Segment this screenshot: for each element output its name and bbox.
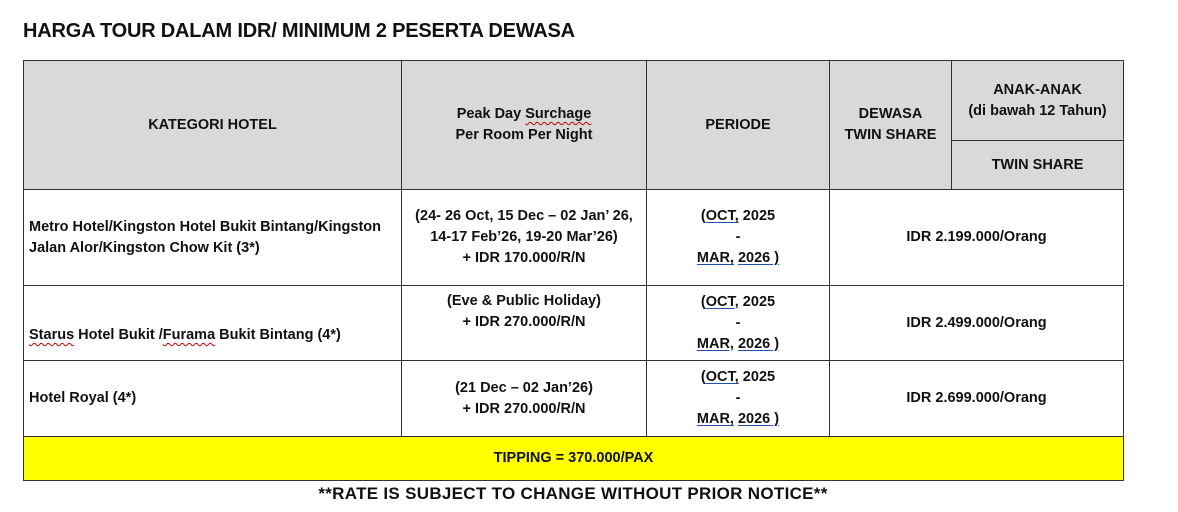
page-title: HARGA TOUR DALAM IDR/ MINIMUM 2 PESERTA DEWASA [23, 20, 575, 42]
surcharge-cell: (21 Dec – 02 Jan’26) + IDR 270.000/R/N [402, 361, 647, 437]
header-peak-day-surcharge: Peak Day Surchage Per Room Per Night [402, 61, 647, 190]
header-anak-anak: ANAK-ANAK (di bawah 12 Tahun) [952, 61, 1124, 141]
header-kategori-hotel: KATEGORI HOTEL [24, 61, 402, 190]
price-cell: IDR 2.199.000/Orang [830, 190, 1124, 286]
surcharge-cell: (24- 26 Oct, 15 Dec – 02 Jan’ 26, 14-17 Feb’26, 19-20 Mar’26) + IDR 170.000/R/N [402, 190, 647, 286]
hotel-category-cell: Metro Hotel/Kingston Hotel Bukit Bintang/Kingston Jalan Alor/Kingston Chow Kit (3*) [24, 190, 402, 286]
period-cell: (OCT, 2025 - MAR, 2026 ) [647, 286, 830, 361]
table-row [24, 190, 1124, 286]
period-cell: (OCT, 2025 - MAR, 2026 ) [647, 190, 830, 286]
header-periode: PERIODE [647, 61, 830, 190]
header-dewasa-twin-share: DEWASA TWIN SHARE [830, 61, 952, 190]
price-cell: IDR 2.699.000/Orang [830, 361, 1124, 437]
tipping-banner: TIPPING = 370.000/PAX [24, 437, 1124, 481]
rate-change-notice: **RATE IS SUBJECT TO CHANGE WITHOUT PRIOR NOTICE** [318, 484, 828, 503]
table-row [24, 361, 1124, 437]
price-table [23, 60, 1124, 481]
price-cell: IDR 2.499.000/Orang [830, 286, 1124, 361]
header-anak-twin-share: TWIN SHARE [952, 141, 1124, 190]
hotel-category-cell: Starus Hotel Bukit /Furama Bukit Bintang (4*) [24, 286, 402, 361]
surcharge-cell: (Eve & Public Holiday) + IDR 270.000/R/N [402, 286, 647, 361]
hotel-category-cell: Hotel Royal (4*) [24, 361, 402, 437]
period-cell: (OCT, 2025 - MAR, 2026 ) [647, 361, 830, 437]
table-row [24, 286, 1124, 361]
